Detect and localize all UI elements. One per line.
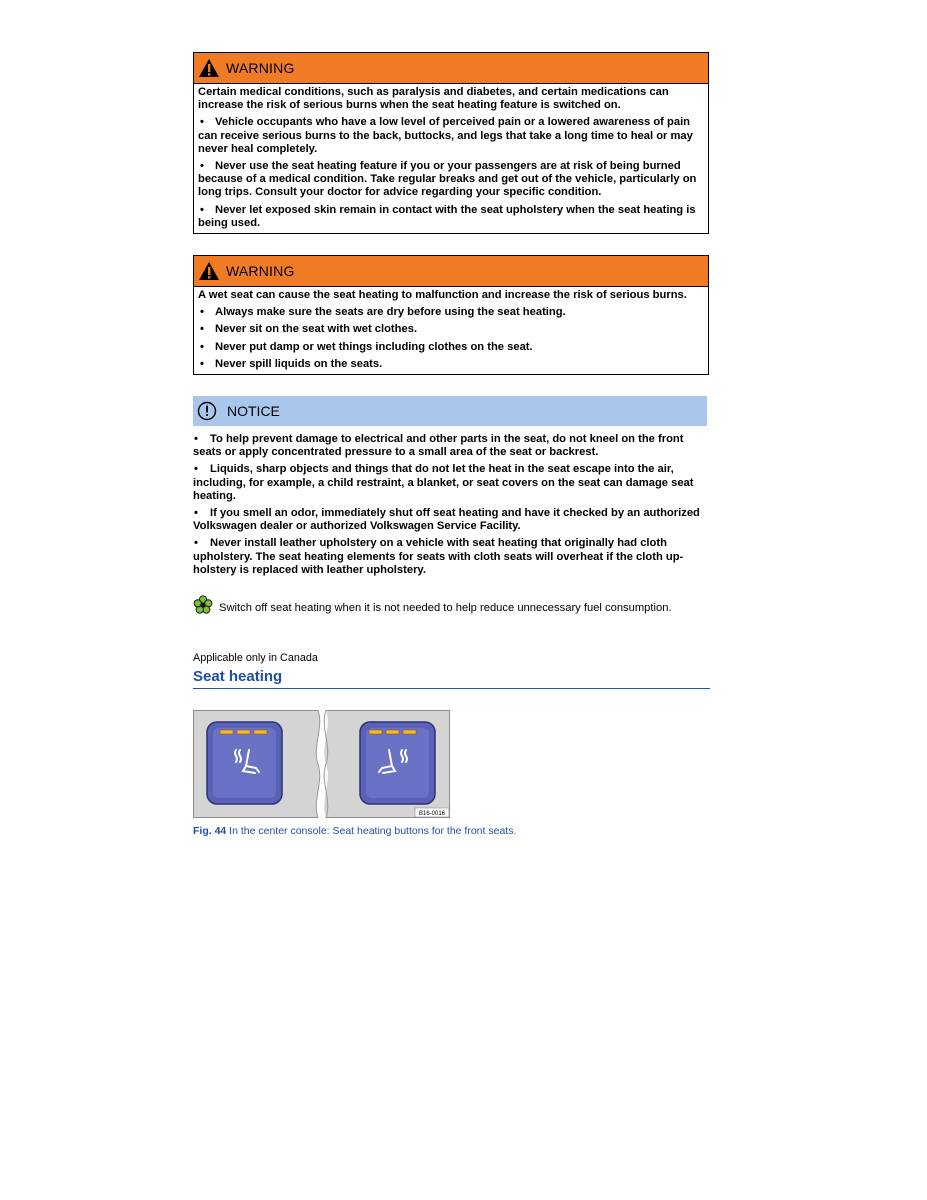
warning-triangle-icon (198, 58, 220, 78)
warning-bullet: • Never sit on the seat with wet clothes. (198, 323, 704, 336)
left-seat-heating-button[interactable] (207, 722, 282, 804)
figure-code: B16-0016 (418, 811, 446, 817)
flower-eco-icon (193, 595, 213, 615)
notice-bullet: • Liquids, sharp objects and things that do not let the heat in the seat escape into the air, including, for example, a child restraint, a blanket, or seat covers on the seat can damage seat heating. (193, 463, 707, 503)
notice-title: NOTICE (227, 403, 280, 419)
warning-title: WARNING (226, 263, 295, 279)
warning-bullet: • Never put damp or wet things including clothes on the seat. (198, 341, 704, 354)
heat-level-indicator (369, 730, 416, 734)
warning-bullet: • Always make sure the seats are dry before using the seat heating. (198, 306, 704, 319)
warning-box-medical (193, 52, 709, 234)
seat-heating-figure (193, 710, 450, 818)
warning-body (194, 287, 708, 374)
heat-level-indicator (220, 730, 267, 734)
warning-bullet: • Never spill liquids on the seats. (198, 358, 704, 371)
warning-header (194, 256, 708, 287)
figure-caption (193, 825, 516, 837)
warning-paragraph: Certain medical conditions, such as paralysis and diabetes, and certain medications can increase the risk of serious burns when the seat heating feature is switched on. (198, 86, 669, 112)
exclamation-circle-icon (197, 401, 217, 421)
notice-bullet: • To help prevent damage to electrical and other parts in the seat, do not kneel on the front seats or apply concentrated pressure to a small area of the seat or backrest. (193, 433, 707, 459)
applicability-note: Applicable only in Canada (193, 652, 318, 664)
warning-body (194, 84, 708, 233)
eco-tip (193, 595, 672, 615)
warning-header (194, 53, 708, 84)
warning-bullet: • Vehicle occupants who have a low level of perceived pain or a lowered awareness of pain can receive serious burns to the back, buttocks, and legs that take a long time to heal or may never heal completely. (198, 116, 704, 156)
warning-box-wet-seat (193, 255, 709, 375)
warning-bullet: • Never use the seat heating feature if you or your passengers are at risk of being burned because of a medical condition. Take regular breaks and get out of the vehicle, particularly on long trips. Consult your doctor for advice regarding your specific condition. (198, 160, 704, 200)
notice-header (193, 396, 707, 426)
warning-bullet: • Never let exposed skin remain in contact with the seat upholstery when the seat heating is being used. (198, 204, 704, 230)
figure-caption-text: In the center console: Seat heating buttons for the front seats. (226, 825, 517, 837)
section-title: Seat heating (193, 668, 710, 689)
warning-title: WARNING (226, 60, 295, 76)
right-seat-heating-button[interactable] (360, 722, 435, 804)
figure-label: Fig. 44 (193, 825, 227, 837)
warning-paragraph: A wet seat can cause the seat heating to malfunction and increase the risk of serious burns. (198, 289, 687, 301)
eco-tip-text: Switch off seat heating when it is not needed to help reduce unnecessary fuel consumption. (219, 602, 672, 614)
notice-body (193, 433, 707, 581)
notice-bullet: • If you smell an odor, immediately shut off seat heating and have it checked by an authorized Volkswagen dealer or authorized Volkswagen Service Facility. (193, 507, 707, 533)
notice-bullet: • Never install leather upholstery on a vehicle with seat heating that originally had cloth upholstery. The seat heating elements for seats with cloth seats will overheat if the cloth up-holstery is replaced with leather upholstery. (193, 537, 707, 577)
warning-triangle-icon (198, 261, 220, 281)
